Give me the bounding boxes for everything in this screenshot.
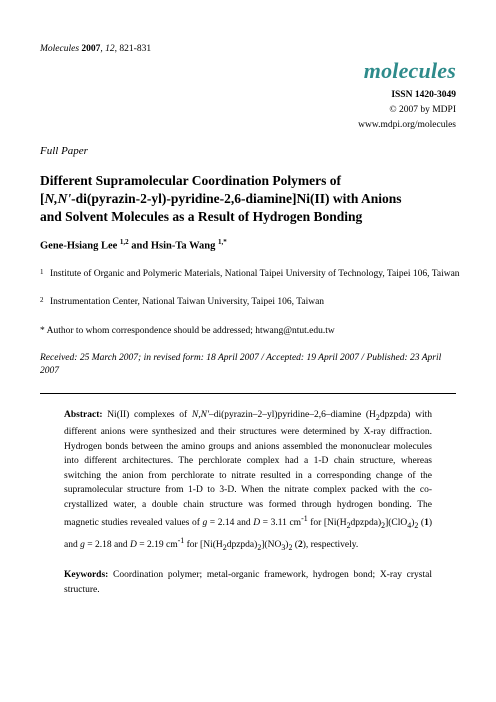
complex-2-sub: 2 bbox=[288, 542, 293, 552]
title-line-3: and Solvent Molecules as a Result of Hydrogen Bonding bbox=[40, 209, 363, 224]
keywords bbox=[64, 568, 432, 597]
complex-1-sub: 2 bbox=[346, 521, 351, 531]
d-symbol: D bbox=[253, 518, 261, 529]
complex-1-sub: 4 bbox=[407, 521, 412, 531]
complex-2-label: 2 bbox=[297, 540, 303, 551]
g-value-1: = 2.14 and bbox=[207, 518, 254, 529]
complex-2-c: ](NO bbox=[261, 540, 282, 551]
complex-1-sub: 2 bbox=[381, 521, 386, 531]
abstract-ligand-italic: N,N' bbox=[191, 410, 209, 420]
author-1-affil: 1,2 bbox=[119, 238, 129, 246]
citation-pages: 821-831 bbox=[119, 44, 152, 54]
correspondence-note: * Author to whom correspondence should be addressed; htwang@ntut.edu.tw bbox=[40, 326, 335, 336]
complex-1-c: ](ClO bbox=[385, 518, 408, 529]
complex-2-sub: 2 bbox=[257, 542, 262, 552]
complex-1-label: 1 bbox=[424, 518, 429, 529]
title-line-2-rest: -di(pyrazin-2-yl)-pyridine-2,6-diamine]Ni(II) with Anions bbox=[71, 191, 402, 206]
complex-2-a: for [Ni(H bbox=[184, 540, 223, 551]
g-symbol: g bbox=[80, 540, 85, 551]
citation-volume: 12 bbox=[105, 44, 115, 54]
d-value-1: = 3.11 cm bbox=[260, 518, 302, 529]
title-line-1: Different Supramolecular Coordination Polymers of bbox=[40, 173, 341, 188]
abstract-end: , respectively. bbox=[305, 540, 359, 551]
d-value-2: = 2.19 cm bbox=[136, 540, 178, 551]
complex-2-b: dpzpda) bbox=[226, 540, 258, 551]
d-symbol: D bbox=[130, 540, 137, 551]
paper-title bbox=[40, 172, 460, 226]
abstract-label: Abstract: bbox=[64, 410, 103, 420]
citation-journal: Molecules bbox=[40, 44, 80, 54]
unit-exponent: -1 bbox=[301, 514, 308, 524]
author-2-affil: 1,* bbox=[217, 238, 227, 246]
complex-2-d: ) bbox=[285, 540, 289, 551]
journal-url[interactable]: www.mdpi.org/molecules bbox=[358, 120, 456, 130]
abstract: Abstract: Ni(II) complexes of N,N'–di(pyrazin–2–yl)pyridine–2,6–diamine $(H_2dpzpda)$ with different anions were synthesized and their structures were determined by X-ray diffraction. Hydrogen bonds between the amino groups and anions assembled the mononuclear molecules into different architectures. The perchlorate complex had a 1-D chain structure, whereas switching the anion from perchlorate to nitrate resulted in a corresponding change of the supramolecular structure from 1-D to 3-D. When the nitrate complex packed with the co-crystallized water, a double chain structure was formed through hydrogen bonding. The magnetic studies revealed values of g = 2.14 and D = 3.11 $cm^{-1}$ for $[Ni(H_2dpzpda)_2](ClO_4)_2$ (1) and g = 2.18 and D = 2.19 $cm^{-1}$ for $[Ni(H_2dpzpda)_2](NO_3)_2$ (2), respectively. bbox=[64, 410, 433, 552]
publication-dates: Received: 25 March 2007; in revised form: 18 April 2007 / Accepted: 19 April 2007 / Published: 23 April 2007 bbox=[40, 353, 442, 376]
title-line-2 bbox=[40, 190, 460, 208]
affiliation-2-text: Instrumentation Center, National Taiwan University, Taipei 106, Taiwan bbox=[50, 297, 325, 307]
author-1: Gene-Hsiang Lee bbox=[40, 240, 118, 252]
unit-exponent: -1 bbox=[177, 535, 185, 545]
journal-meta bbox=[358, 88, 456, 133]
g-value-2: = 2.18 and bbox=[84, 540, 131, 551]
article-type: Full Paper bbox=[40, 145, 88, 157]
authors bbox=[40, 238, 227, 252]
copyright: © 2007 by MDPI bbox=[389, 105, 456, 115]
keywords-text: Coordination polymer; metal-organic framework, hydrogen bond; X-ray crystal structure. bbox=[64, 570, 432, 595]
abstract-text-2: –di(pyrazin–2–yl)pyridine–2,6–diamine (H bbox=[208, 410, 376, 420]
issn: ISSN 1420-3049 bbox=[391, 90, 456, 100]
complex-1-b: dpzpda) bbox=[350, 518, 382, 529]
citation-line: Molecules 2007, 12, 821-831 bbox=[40, 44, 152, 54]
journal-logo: molecules bbox=[363, 58, 456, 83]
abstract-sub: 2 bbox=[375, 412, 380, 422]
title-ligand-italic: N,N' bbox=[44, 191, 72, 206]
complex-1-a: for [Ni(H bbox=[307, 518, 347, 529]
abstract-text-3: dpzpda) with different anions were synthesized and their structures were determined by X-ray diffraction. Hydrogen bonds between the amino groups and anions assembled the mononuclear molecules into different architectures. The perchlorate complex had a 1-D chain structure, whereas switching the anion from perchlorate to nitrate resulted in a corresponding change of the supramolecular structure from 1-D to 3-D. When the nitrate complex packed with the co-crystallized water, a double chain structure was formed through hydrogen bonding. The magnetic studies revealed values of bbox=[64, 410, 433, 529]
complex-1-d: ) bbox=[411, 518, 415, 529]
and-text: and bbox=[64, 540, 81, 551]
g-symbol: g bbox=[202, 518, 208, 529]
keywords-label: Keywords: bbox=[64, 570, 109, 580]
citation-year: 2007 bbox=[81, 44, 101, 54]
affiliation-2-number: 2 bbox=[40, 296, 44, 304]
authors-conj: and bbox=[131, 240, 149, 252]
author-2: Hsin-Ta Wang bbox=[150, 240, 216, 252]
title-bracket: [ bbox=[40, 191, 45, 206]
complex-2-sub: 3 bbox=[281, 542, 286, 552]
affiliation-1-text: Institute of Organic and Polymeric Materials, National Taipei University of Technology, Taipei 106, Taiwan bbox=[50, 269, 460, 279]
complex-1-sub: 2 bbox=[414, 521, 419, 531]
complex-2-sub: 2 bbox=[222, 542, 227, 552]
divider bbox=[40, 393, 456, 394]
affiliation-1-number: 1 bbox=[40, 268, 44, 276]
abstract-text-1: Ni(II) complexes of bbox=[107, 410, 188, 420]
